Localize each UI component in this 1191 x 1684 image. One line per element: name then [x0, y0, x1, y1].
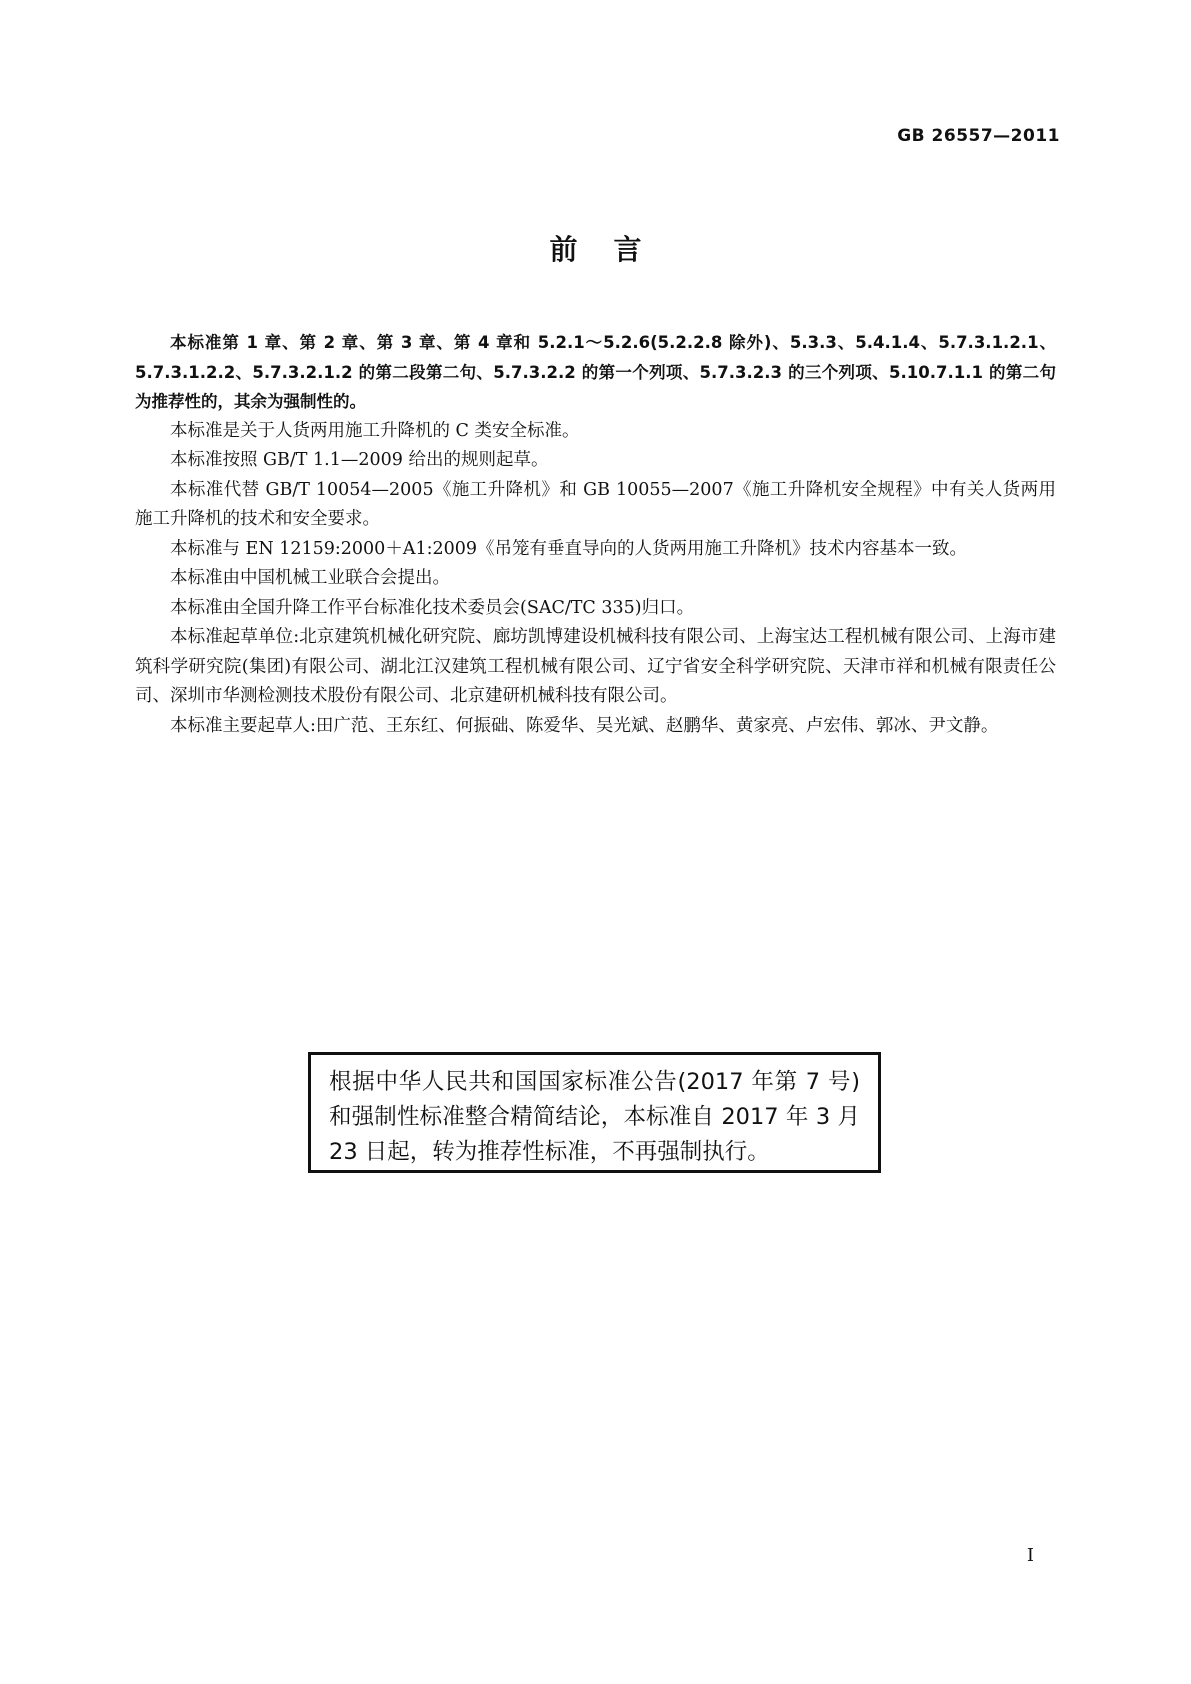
- paragraph-drafters: 本标准主要起草人:田广范、王东红、何振础、陈爱华、吴光斌、赵鹏华、黄家亮、卢宏伟、郭冰、尹文静。: [170, 715, 999, 736]
- paragraph-category: 本标准是关于人货两用施工升降机的 C 类安全标准。: [170, 420, 580, 441]
- paragraph-proposer: 本标准由中国机械工业联合会提出。: [170, 568, 450, 588]
- paragraph-equivalence: 本标准与 EN 12159:2000＋A1:2009《吊笼有垂直导向的人货两用施工升降机》技术内容基本一致。: [170, 538, 968, 559]
- foreword-body: [135, 328, 1056, 741]
- standard-number: GB 26557—2011: [897, 126, 1060, 146]
- paragraph-replaces: 本标准代替 GB/T 10054—2005《施工升降机》和 GB 10055—2007《施工升降机安全规程》中有关人货两用施工升降机的技术和安全要求。: [135, 479, 1056, 529]
- paragraph-committee: 本标准由全国升降工作平台标准化技术委员会(SAC/TC 335)归口。: [170, 597, 695, 618]
- paragraph-scope: 本标准第 1 章、第 2 章、第 3 章、第 4 章和 5.2.1～5.2.6(5.2.2.8 除外)、5.3.3、5.4.1.4、5.7.3.1.2.1、5.7.3.1.2.2、5.7.3.2.1.2 的第二段第二句、5.7.3.2.2 的第一个列项、5.7.3.2.3 的三个列项、5.10.7.1.1 的第二句为推荐性的，其余为强制性的。: [135, 333, 1056, 411]
- paragraph-drafting-units: 本标准起草单位:北京建筑机械化研究院、廊坊凯博建设机械科技有限公司、上海宝达工程机械有限公司、上海市建筑科学研究院(集团)有限公司、湖北江汉建筑工程机械有限公司、辽宁省安全科学研究院、天津市祥和机械有限责任公司、深圳市华测检测技术股份有限公司、北京建研机械科技有限公司。: [135, 627, 1056, 706]
- page-title: 前言: [549, 233, 678, 266]
- paragraph-drafting-rules: 本标准按照 GB/T 1.1—2009 给出的规则起草。: [170, 450, 549, 470]
- notice-box: 根据中华人民共和国国家标准公告(2017 年第 7 号)和强制性标准整合精简结论，本标准自 2017 年 3 月 23 日起，转为推荐性标准，不再强制执行。: [308, 1052, 881, 1173]
- page-number: I: [1026, 1545, 1034, 1566]
